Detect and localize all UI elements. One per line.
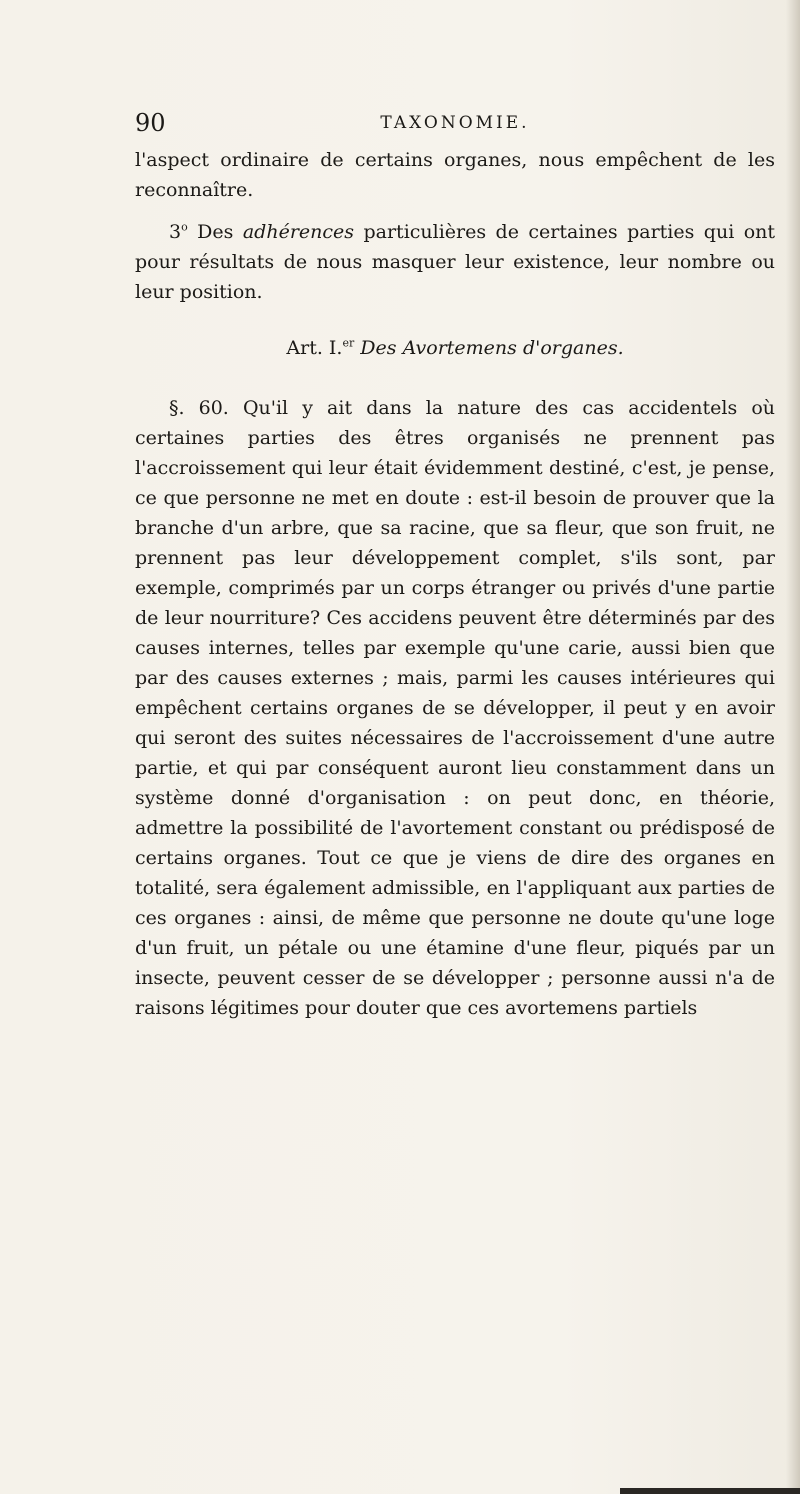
running-head: TAXONOMIE. [380,113,530,133]
article-number: Art. I. [286,337,343,359]
paragraph-prefix: Des [197,221,234,243]
scan-border-bar [620,1488,800,1494]
article-heading [135,333,775,363]
paragraph-section-60: §. 60. Qu'il y ait dans la nature des cas accidentels où certaines parties des êtres organisés ne prennent pas l'accroissement qui leur était évidemment destiné, c'est, je pense, ce que personne ne met en doute : est-il besoin de prouver que la branche d'un arbre, que sa racine, que sa fleur, que son fruit, ne prennent pas leur développement complet, s'ils sont, par exemple, comprimés par un corps étranger ou privés d'une partie de leur nourriture? Ces accidens peuvent être déterminés par des causes internes, telles par exemple qu'une carie, aussi bien que par des causes externes ; mais, parmi les causes intérieures qui empêchent certains organes de se développer, il peut y en avoir qui seront des suites nécessaires de l'accroissement d'une autre partie, et qui par conséquent auront lieu constamment dans un système donné d'organisation : on peut donc, en théorie, admettre la possibilité de l'avortement constant ou prédisposé de certains organes. Tout ce que je viens de dire des organes en totalité, sera également admissible, en l'appliquant aux parties de ces organes : ainsi, de même que personne ne doute qu'une loge d'un fruit, un pétale ou une étamine d'une fleur, piqués par un insecte, peuvent cesser de se développer ; personne aussi n'a de raisons légitimes pour douter que ces avortemens partiels [135,397,775,1019]
paragraph-continued: l'aspect ordinaire de certains organes, nous empêchent de les reconnaître. [135,149,775,201]
body-text [135,145,775,1023]
enumeration-number: 3 [169,221,182,243]
paragraph-adherences [135,217,775,307]
enumeration-ordinal: o [181,220,188,234]
page-number: 90 [135,109,166,137]
page-header [135,108,775,138]
page-edge-shadow [786,0,800,1494]
italic-term: adhérences [242,221,355,243]
paragraph-rest: particulières de certaines parties qui ont pour résultats de nous masquer leur existence, leur nombre ou leur position. [135,221,776,303]
article-title: Des Avortemens d'organes. [360,337,624,359]
article-ordinal: er [342,336,355,350]
